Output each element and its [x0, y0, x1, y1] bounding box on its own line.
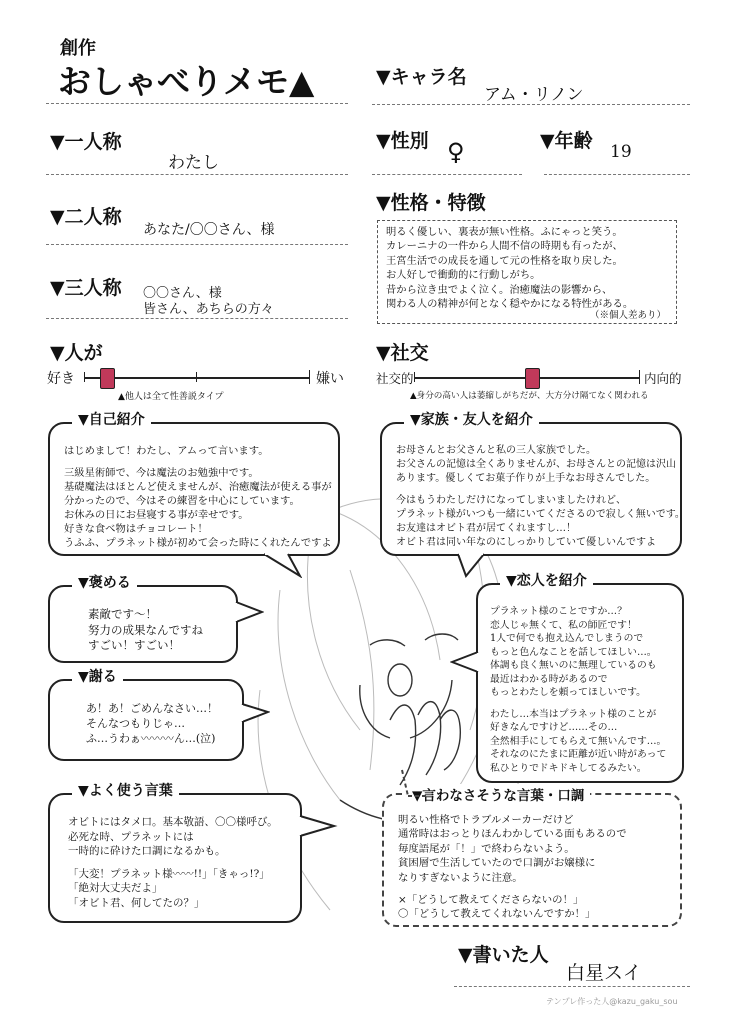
third-person-label: ▼三人称 — [50, 277, 122, 299]
self-intro-line: お休みの日にお昼寝する事が幸せです。 — [64, 509, 249, 521]
lover-bubble — [476, 573, 684, 783]
self-intro-line: うふふ、プラネット様が初めて会った時にくれたんですよ — [64, 537, 332, 549]
page-subtitle: 創作 — [60, 38, 96, 59]
gender-label: ▼性別 — [376, 130, 429, 152]
common-words-line: 「絶対大丈夫だよ」 — [68, 882, 163, 894]
family-label: ▼家族・友人を紹介 — [404, 413, 539, 429]
lover-line: それなのにたまに距離が近い時があって — [490, 749, 667, 760]
common-words-text — [68, 815, 288, 910]
personality-line: お人好しで衝動的に行動しがち。 — [386, 269, 541, 282]
author-divider — [454, 986, 690, 987]
common-words-line: 一時的に砕けた口調になるかも。 — [68, 845, 226, 857]
lover-line: わたし…本当はプラネット様のことが — [490, 708, 657, 720]
self-intro-bubble — [48, 412, 340, 556]
personality-line: 王宮生活での成長を通して元の性格を取り戻した。 — [386, 254, 623, 267]
personality-line: カレーニナの一件から人間不信の時期も有ったが、 — [386, 240, 623, 253]
personality-line: 明るく優しい、裏表が無い性格。ふにゃっと笑う。 — [386, 226, 623, 238]
first-person-divider — [46, 174, 348, 175]
age-label: ▼年齢 — [540, 130, 593, 152]
apology-text — [86, 701, 230, 746]
never-say-line: なりすぎないように注意。 — [398, 871, 523, 884]
praise-tail — [234, 598, 264, 628]
common-words-line: 必死な時、プラネットには — [68, 830, 194, 843]
family-line: お母さんとお父さんと私の三人家族でした。 — [396, 445, 596, 456]
self-intro-line: はじめまして！わたし、アムって言います。 — [64, 445, 269, 457]
people-scale-marker — [100, 368, 115, 389]
personality-text — [386, 225, 668, 311]
personality-note: （※個人差あり） — [589, 310, 666, 321]
family-bubble — [380, 412, 685, 556]
lover-line: もっと色んなことを話してほしい…。 — [490, 646, 657, 658]
lover-line: 最近はわかる時があるので — [490, 673, 608, 685]
apology-line: そんなつもりじゃ… — [86, 717, 185, 730]
third-person-value-1: 〇〇さん、様 — [143, 286, 222, 301]
age-divider — [544, 174, 690, 175]
personality-box — [377, 220, 677, 324]
never-say-line: 〇「どうして教えてくれないんですか！」 — [398, 908, 596, 921]
common-words-tail — [298, 812, 338, 842]
family-tail — [454, 552, 494, 578]
family-text — [396, 444, 685, 550]
people-scale-right: 嫌い — [316, 371, 344, 387]
common-words-label: ▼よく使う言葉 — [72, 784, 179, 800]
author-label: ▼書いた人 — [458, 944, 549, 966]
third-person-value-2: 皆さん、あちらの方々 — [143, 302, 274, 317]
never-say-line: 通常時はおっとりほんわかしている面もあるので — [398, 828, 627, 841]
family-line — [396, 486, 668, 494]
people-scale-left: 好き — [47, 371, 75, 387]
lover-line: 私ひとりでドキドキしてるみたい。 — [490, 762, 647, 774]
first-person-value: わたし — [168, 153, 219, 173]
apology-line: ふ…うわぁ〰〰〰ん…(泣) — [86, 732, 216, 745]
self-intro-line: 三級星術師で、今は魔法のお勉強中です。 — [64, 467, 259, 479]
self-intro-line: 基礎魔法はほとんど使えませんが、治癒魔法が使える事が — [64, 481, 332, 493]
social-scale-label: ▼社交 — [376, 342, 429, 364]
people-scale-tick — [196, 372, 197, 382]
second-person-value: あなた/〇〇さん、様 — [143, 222, 275, 238]
family-line: プラネット様がいつも一緒にいてくださるので寂しく無いです。 — [396, 509, 685, 520]
people-scale-tick — [309, 370, 310, 384]
praise-text — [88, 607, 224, 654]
lover-text — [490, 605, 670, 775]
never-say-line: ×「どうして教えてくださらないの！」 — [398, 894, 584, 907]
never-say-text — [398, 813, 670, 922]
people-scale-label: ▼人が — [50, 342, 103, 364]
lover-line — [490, 700, 670, 708]
praise-line: 努力の成果なんですね — [88, 622, 203, 637]
apology-label: ▼謝る — [72, 670, 123, 686]
title-divider — [46, 103, 348, 104]
social-scale-left: 社交的 — [376, 371, 414, 386]
self-intro-label: ▼自己紹介 — [72, 413, 151, 429]
common-words-line: 「オビト君、何してたの？」 — [68, 896, 205, 909]
common-words-bubble — [48, 783, 302, 923]
personality-label: ▼性格・特徴 — [376, 192, 486, 214]
lover-line: 好きなんですけど……その… — [490, 722, 618, 733]
lover-line: 1人で何でも抱え込んでしまうので — [490, 633, 644, 644]
never-say-tail — [398, 768, 438, 798]
second-person-label: ▼二人称 — [50, 206, 122, 228]
self-intro-text — [64, 444, 332, 550]
character-name: アム・リノン — [484, 85, 584, 105]
people-scale-note: ▲他人は全て性善説タイプ — [118, 392, 224, 402]
second-person-divider — [46, 244, 348, 245]
personality-line: 昔から泣き虫でよく泣く。治癒魔法の影響から、 — [386, 283, 613, 296]
self-intro-line: 好きな食べ物はチョコレート！ — [64, 523, 208, 535]
self-intro-line — [64, 458, 326, 466]
age-value: 19 — [610, 142, 632, 162]
lover-line: 恋人じゃ無くて、私の師匠です！ — [490, 619, 637, 631]
apology-tail — [240, 700, 270, 730]
template-credit: テンプレ作った人@kazu_gaku_sou — [546, 997, 678, 1006]
page-title: おしゃべりメモ▲ — [58, 62, 315, 101]
personality-line: 関わる人の精神が何となく穏やかになる特性がある。 — [386, 298, 634, 311]
apology-bubble — [48, 669, 244, 761]
social-scale-marker — [525, 368, 540, 389]
third-person-divider — [46, 318, 348, 319]
lover-line: もっとわたしを頼ってほしいです。 — [490, 687, 646, 698]
lover-line: プラネット様のことですか…？ — [490, 606, 627, 617]
self-intro-line: 分かったので、今はその練習を中心にしています。 — [64, 495, 300, 507]
first-person-label: ▼一人称 — [50, 131, 122, 153]
common-words-line — [68, 859, 288, 867]
praise-line: 素敵です～！ — [88, 607, 157, 621]
lover-tail — [450, 648, 480, 678]
never-say-line — [398, 885, 670, 893]
never-say-line: 毎度語尾が「！」で終わらないよう。 — [398, 842, 575, 855]
never-say-box — [382, 788, 682, 927]
family-line: オビト君は同い年なのにしっかりしていて優しいんですよ — [396, 537, 656, 548]
social-scale-right: 内向的 — [644, 371, 682, 386]
common-words-line: 「大変！プラネット様〰〰!!」「きゃっ!?」 — [68, 867, 270, 880]
family-line: 今はもうわたしだけになってしまいましたけれど、 — [396, 495, 626, 506]
family-line: お友達はオビト君が居てくれますし…！ — [396, 523, 576, 534]
name-label: ▼キャラ名 — [376, 66, 467, 88]
family-line: あります。優しくてお菓子作りが上手なお母さんでした。 — [396, 473, 656, 484]
praise-line: すごい！すごい！ — [88, 638, 180, 653]
lover-line: 全然相手にしてもらえて無いんです…。 — [490, 735, 667, 747]
never-say-label: ▼言わなさそうな言葉・口調 — [406, 784, 590, 804]
self-intro-tail — [262, 552, 302, 578]
lover-label: ▼恋人を紹介 — [500, 574, 593, 590]
author-name: 白星スイ — [566, 962, 642, 984]
people-scale-bar — [84, 377, 310, 379]
gender-divider — [372, 174, 522, 175]
common-words-line: オビトにはタメ口。基本敬語、〇〇様呼び。 — [68, 816, 278, 828]
never-say-line: 明るい性格でトラブルメーカーだけど — [398, 814, 574, 826]
social-scale-note: ▲身分の高い人は萎縮しがちだが、大方分け隔てなく関われる — [410, 391, 649, 401]
praise-label: ▼褒める — [72, 576, 137, 592]
gender-value: ♀ — [447, 138, 465, 166]
people-scale-tick — [84, 372, 85, 382]
never-say-line: 貧困層で生活していたので口調がお嬢様に — [398, 857, 596, 870]
social-scale-tick — [639, 370, 640, 384]
lover-line: 体調も良く無いのに無理しているのも — [490, 660, 657, 671]
family-line: お父さんの記憶は全くありませんが、お母さんとの記憶は沢山 — [396, 459, 676, 470]
praise-bubble — [48, 575, 238, 663]
apology-line: あ！あ！ごめんなさい…！ — [86, 702, 218, 715]
social-scale-tick — [414, 372, 415, 382]
name-divider — [372, 104, 690, 105]
